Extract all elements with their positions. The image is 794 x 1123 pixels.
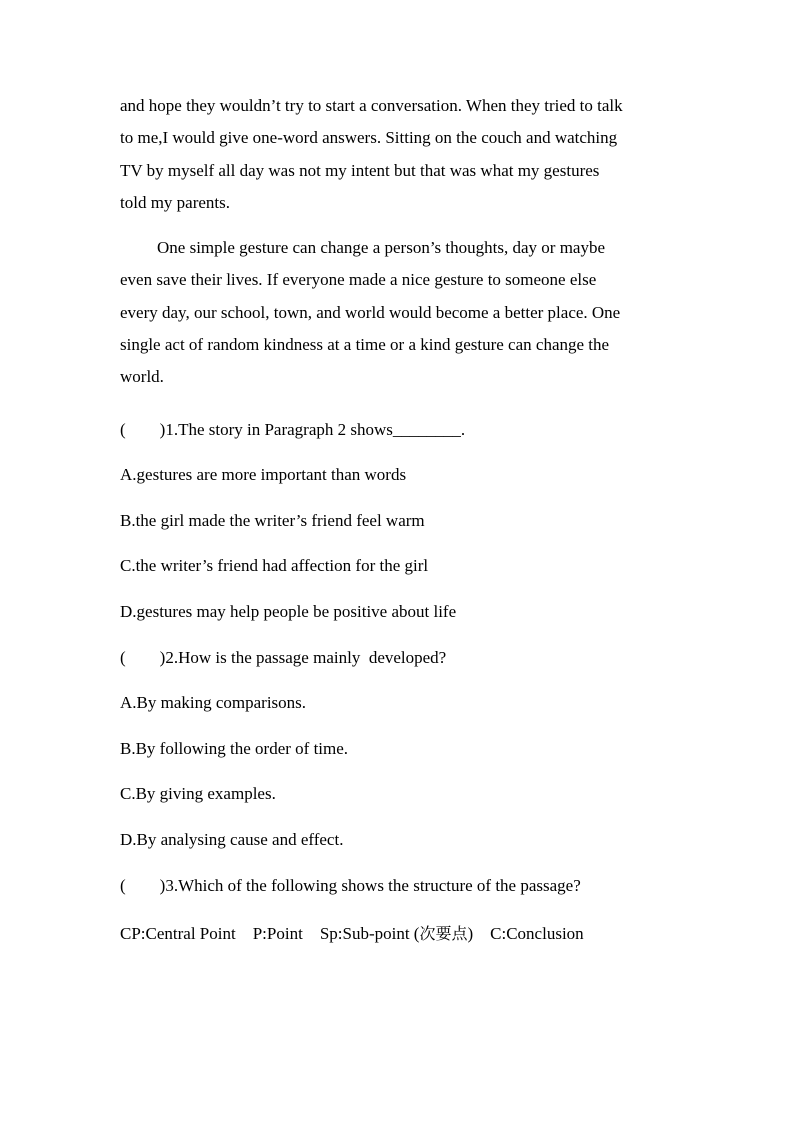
page-content bbox=[120, 90, 676, 960]
question-3-stem: ( )3.Which of the following shows the structure of the passage? bbox=[120, 875, 581, 895]
question-1-option-b: B.the girl made the writer’s friend feel warm bbox=[120, 510, 425, 530]
paragraph-continuation bbox=[120, 90, 676, 219]
legend-c: C:Conclusion bbox=[490, 924, 584, 944]
text-line: told my parents. bbox=[120, 192, 231, 212]
question-2-option-a: A.By making comparisons. bbox=[120, 693, 307, 713]
question-2-option-b: B.By following the order of time. bbox=[120, 738, 349, 758]
text-line: TV by myself all day was not my intent but that was what my gestures bbox=[120, 160, 600, 180]
question-2-stem: ( )2.How is the passage mainly developed? bbox=[120, 647, 447, 667]
text-line: One simple gesture can change a person’s thoughts, day or maybe bbox=[157, 238, 606, 258]
text-line: every day, our school, town, and world would become a better place. One bbox=[120, 302, 621, 322]
text-line: single act of random kindness at a time or a kind gesture can change the bbox=[120, 335, 610, 355]
structure-legend bbox=[120, 908, 676, 960]
text-line: even save their lives. If everyone made a nice gesture to someone else bbox=[120, 270, 597, 290]
text-line: and hope they wouldn’t try to start a conversation. When they tried to talk bbox=[120, 96, 623, 115]
questions bbox=[120, 407, 676, 961]
text-line: world. bbox=[120, 367, 164, 387]
legend-sp-suffix: ) bbox=[467, 924, 474, 944]
legend-sp-prefix: Sp:Sub-point ( bbox=[319, 924, 420, 944]
legend-p: P:Point bbox=[252, 924, 303, 944]
question-1-option-d: D.gestures may help people be positive about life bbox=[120, 602, 457, 622]
text-line: to me,I would give one-word answers. Sitting on the couch and watching bbox=[120, 128, 618, 148]
paragraph-conclusion bbox=[120, 232, 676, 393]
question-2-option-d: D.By analysing cause and effect. bbox=[120, 830, 344, 850]
legend-cp: CP:Central Point bbox=[120, 924, 236, 944]
legend-sp-cjk: 次要点 bbox=[419, 924, 468, 944]
question-1-option-c: C.the writer’s friend had affection for the girl bbox=[120, 556, 429, 576]
question-1-stem: ( )1.The story in Paragraph 2 shows________. bbox=[120, 419, 466, 439]
question-2-option-c: C.By giving examples. bbox=[120, 784, 276, 804]
question-1-option-a: A.gestures are more important than words bbox=[120, 465, 407, 485]
